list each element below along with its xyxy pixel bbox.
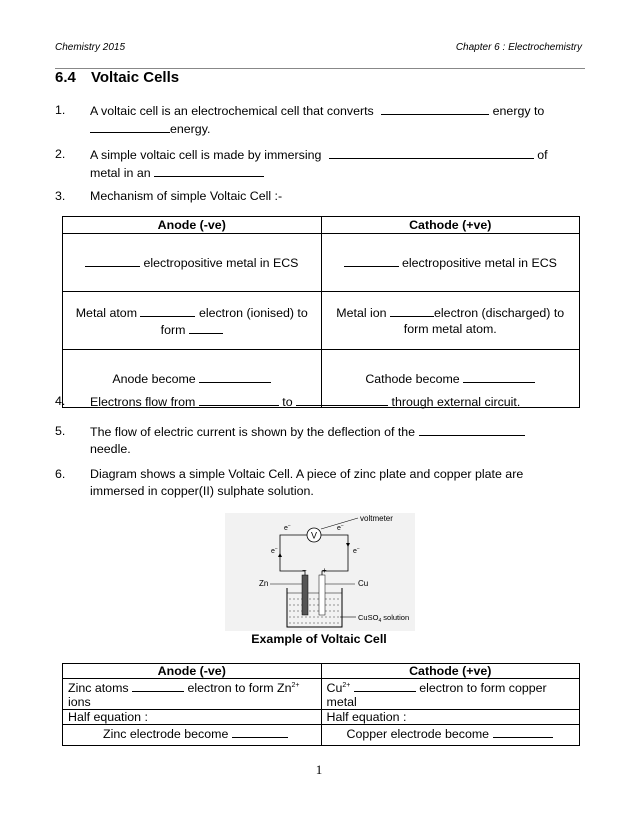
question-text: Diagram shows a simple Voltaic Cell. A piece of zinc plate and copper plate are: [90, 467, 524, 481]
cu-label: Cu: [358, 579, 369, 588]
answer-blank[interactable]: [419, 423, 525, 436]
answer-blank[interactable]: [381, 102, 489, 115]
question-number: 6.: [55, 467, 66, 481]
cell-text: electron (ionised) to: [198, 305, 308, 320]
cell-text: Cathode become: [365, 372, 460, 386]
question-text: needle.: [90, 442, 131, 456]
electron-label: e−: [284, 523, 291, 532]
cathode-cell: [321, 679, 580, 710]
question-3: [55, 188, 565, 205]
cell-text: electron (discharged) to: [434, 306, 565, 320]
solution-label: CuSO$_4$ solution: [358, 613, 410, 624]
anode-cell: [63, 234, 322, 292]
answer-blank[interactable]: [296, 393, 388, 406]
cell-text: Zinc atoms: [68, 681, 129, 696]
cathode-cell: [321, 292, 580, 350]
answer-blank[interactable]: [199, 370, 271, 383]
question-number: 3.: [55, 189, 66, 203]
question-text: Electrons flow from: [90, 395, 196, 409]
question-4: [55, 393, 565, 411]
question-text: Mechanism of simple Voltaic Cell :-: [90, 189, 283, 203]
question-text: to: [282, 395, 293, 409]
answer-blank[interactable]: [232, 725, 288, 738]
question-text: energy to: [492, 104, 545, 118]
answer-blank[interactable]: [140, 304, 195, 317]
answer-blank[interactable]: [90, 120, 170, 133]
question-text: through external circuit.: [391, 395, 521, 409]
electron-label: e−: [271, 546, 278, 555]
cell-text: metal: [326, 695, 357, 710]
cell-text: electropositive metal in ECS: [143, 256, 299, 270]
anode-cell: [63, 292, 322, 350]
answer-blank[interactable]: [344, 254, 399, 267]
answer-blank[interactable]: [85, 254, 140, 267]
header-chapter: Chapter 6 : Electrochemistry: [455, 42, 582, 53]
answer-table: [62, 663, 580, 746]
cathode-cell: [321, 234, 580, 292]
negative-terminal: −: [302, 566, 307, 575]
cathode-cell: [321, 710, 580, 725]
charge-superscript: 2+: [342, 682, 351, 689]
page-number: 1: [315, 762, 323, 777]
question-number: 1.: [55, 103, 66, 117]
cell-text: Half equation :: [68, 710, 148, 725]
cell-text: Metal atom: [75, 305, 138, 320]
question-text: immersed in copper(II) sulphate solution.: [90, 484, 314, 498]
answer-blank[interactable]: [132, 679, 184, 692]
question-text: energy.: [170, 122, 211, 136]
question-text: A voltaic cell is an electrochemical cell that converts: [90, 104, 374, 118]
answer-blank[interactable]: [493, 725, 553, 738]
cell-text: Metal ion: [336, 306, 387, 320]
anode-cell: [63, 725, 322, 746]
answer-blank[interactable]: [463, 370, 535, 383]
cell-text: Anode become: [112, 372, 196, 386]
voltaic-cell-diagram: [225, 513, 415, 631]
question-text: The flow of electric current is shown by the deflection of the: [90, 425, 416, 439]
answer-blank[interactable]: [390, 304, 434, 317]
cathode-header: Cathode (+ve): [321, 664, 580, 679]
answer-blank[interactable]: [154, 164, 264, 177]
cell-text: electron to form Zn: [187, 681, 292, 696]
answer-blank[interactable]: [189, 321, 223, 334]
question-text: metal in an: [90, 166, 151, 180]
positive-terminal: +: [322, 566, 327, 575]
section-number: 6.4: [55, 69, 76, 86]
zn-label: Zn: [259, 579, 269, 588]
cell-text: form metal atom.: [403, 322, 497, 336]
question-text: A simple voltaic cell is made by immersing: [90, 148, 322, 162]
answer-blank[interactable]: [199, 393, 279, 406]
cell-text: electropositive metal in ECS: [402, 256, 557, 270]
cathode-header: Cathode (+ve): [321, 217, 580, 234]
copper-plate: [319, 575, 325, 615]
header-subject: Chemistry 2015: [55, 42, 126, 53]
electron-label: e−: [337, 523, 344, 532]
question-text: of: [537, 148, 548, 162]
mechanism-table: [62, 216, 580, 408]
anode-cell: [63, 679, 322, 710]
cell-text: Zinc electrode become: [103, 727, 229, 742]
question-2: [55, 146, 565, 182]
zinc-plate: [302, 575, 308, 615]
section-title-text: Voltaic Cells: [91, 69, 180, 86]
section-title: [55, 69, 179, 86]
electron-label: e−: [353, 546, 360, 555]
cell-text: electron to form copper: [419, 681, 547, 696]
cathode-cell: [321, 725, 580, 746]
answer-blank[interactable]: [354, 679, 416, 692]
anode-header: Anode (-ve): [63, 217, 322, 234]
question-number: 2.: [55, 147, 66, 161]
cell-text: form: [160, 322, 186, 337]
answer-blank[interactable]: [329, 146, 534, 159]
question-1: [55, 102, 565, 138]
question-5: [55, 423, 565, 458]
cell-text: Half equation :: [326, 710, 407, 725]
anode-cell: [63, 710, 322, 725]
voltmeter-label: voltmeter: [360, 514, 393, 523]
question-6: [55, 466, 565, 500]
voltmeter-symbol: V: [310, 530, 318, 541]
cell-text: Cu: [326, 681, 343, 696]
question-number: 4.: [55, 394, 66, 408]
diagram-caption: Example of Voltaic Cell: [251, 632, 387, 646]
cell-text: Copper electrode become: [346, 727, 490, 742]
cell-text: ions: [68, 695, 91, 710]
charge-superscript: 2+: [291, 682, 300, 689]
anode-header: Anode (-ve): [63, 664, 322, 679]
question-number: 5.: [55, 424, 66, 438]
